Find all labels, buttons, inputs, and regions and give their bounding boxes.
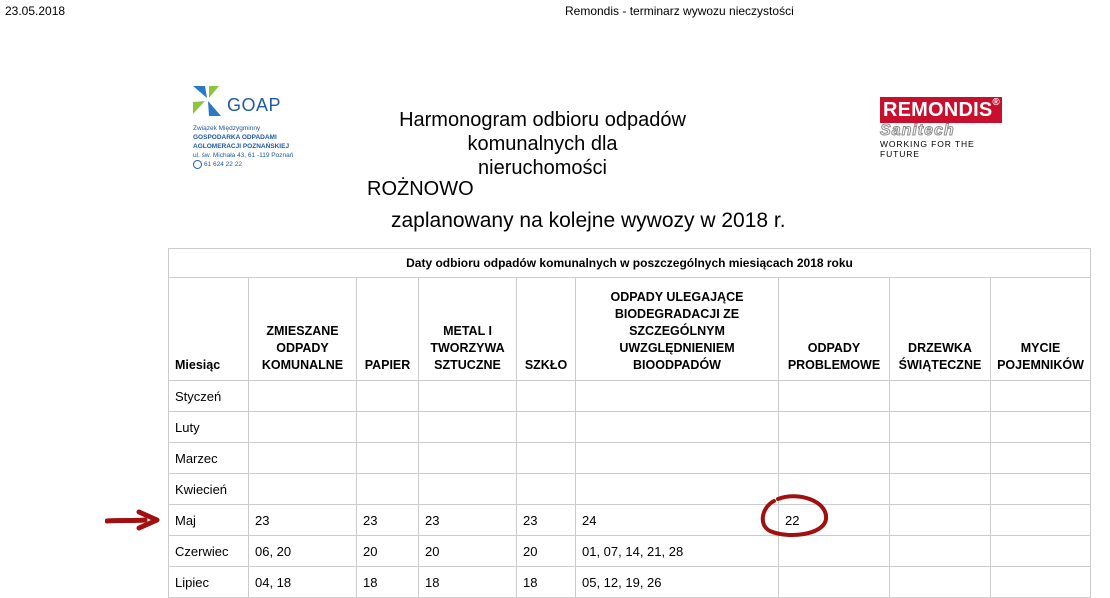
date-cell: 18 [517,567,576,598]
month-cell: Luty [169,412,249,443]
date-cell [890,474,991,505]
date-cell [991,443,1091,474]
date-cell [779,536,890,567]
column-header: ODPADY ULEGAJĄCE BIODEGRADACJI ZE SZCZEGÓLNYM UWZGLĘDNIENIEM BIOODPADÓW [576,278,779,381]
date-cell [890,536,991,567]
month-cell: Lipiec [169,567,249,598]
document-title-line-2: nieruchomości [478,157,607,179]
date-cell [576,443,779,474]
goap-logo [193,86,313,181]
date-cell [249,443,357,474]
date-cell [991,505,1091,536]
date-cell [890,567,991,598]
month-cell: Styczeń [169,381,249,412]
print-page-title: Remondis - terminarz wywozu nieczystości [565,4,794,18]
date-cell: 20 [357,536,419,567]
month-cell: Marzec [169,443,249,474]
date-cell [249,474,357,505]
remondis-logo [880,97,1002,159]
remondis-logo-box [880,97,1002,123]
date-cell: 23 [357,505,419,536]
date-cell [890,381,991,412]
print-date: 23.05.2018 [5,4,66,18]
date-cell [357,412,419,443]
goap-line: GOSPODARKA ODPADAMI [193,134,277,141]
table-row [169,381,1091,412]
date-cell [779,443,890,474]
goap-line: ul. św. Michała 43, 61 -119 Poznań [193,152,294,159]
date-cell [249,412,357,443]
schedule-table [168,248,1091,598]
month-cell: Czerwiec [169,536,249,567]
remondis-brand: REMONDIS [883,99,993,121]
date-cell [991,381,1091,412]
month-cell: Kwiecień [169,474,249,505]
column-header: SZKŁO [517,278,576,381]
date-cell [357,443,419,474]
date-cell [890,443,991,474]
column-header: PAPIER [357,278,419,381]
date-cell: 05, 12, 19, 26 [576,567,779,598]
date-cell [576,381,779,412]
date-cell [991,567,1091,598]
column-header: DRZEWKA ŚWIĄTECZNE [890,278,991,381]
document-title-line-1: Harmonogram odbioru odpadów komunalnych dla [399,109,686,155]
goap-phone-number: 61 624 22 22 [204,161,242,168]
goap-logo-wordmark: GOAP [227,95,282,115]
date-cell: 18 [419,567,517,598]
date-cell [357,381,419,412]
document-subtitle: zaplanowany na kolejne wywozy w 2018 r. [391,209,786,232]
date-cell [779,412,890,443]
date-cell [779,381,890,412]
date-cell [576,474,779,505]
date-cell [357,474,419,505]
date-cell [517,412,576,443]
column-header: METAL I TWORZYWA SZTUCZNE [419,278,517,381]
date-cell: 18 [357,567,419,598]
date-cell: 23 [517,505,576,536]
place-name: ROŻNOWO [367,178,474,200]
date-cell: 01, 07, 14, 21, 28 [576,536,779,567]
date-cell: 23 [249,505,357,536]
column-header: ODPADY PROBLEMOWE [779,278,890,381]
remondis-sanitech: Sanitech [880,122,955,139]
table-row [169,474,1091,505]
table-row [169,567,1091,598]
date-cell [517,474,576,505]
date-cell: 23 [419,505,517,536]
remondis-tagline: WORKING FOR THE FUTURE [880,139,975,159]
date-cell: 06, 20 [249,536,357,567]
table-row [169,536,1091,567]
table-row [169,505,1091,536]
date-cell [779,567,890,598]
date-cell [419,412,517,443]
date-cell [890,505,991,536]
date-cell: 20 [419,536,517,567]
goap-logo-mark-icon [193,86,227,118]
date-cell [991,536,1091,567]
highlight-circle-icon [758,493,830,539]
table-header-row [169,278,1091,381]
table-row [169,412,1091,443]
date-cell [517,443,576,474]
date-cell: 22 [779,505,890,536]
date-cell: 04, 18 [249,567,357,598]
registered-icon: ® [992,97,1000,108]
goap-line: AGLOMERACJI POZNAŃSKIEJ [193,143,290,150]
date-cell [991,474,1091,505]
date-cell [576,412,779,443]
goap-line: Związek Międzygminny [193,125,261,132]
date-cell: 24 [576,505,779,536]
column-header: ZMIESZANE ODPADY KOMUNALNE [249,278,357,381]
table-caption: Daty odbioru odpadów komunalnych w poszczególnych miesiącach 2018 roku [169,249,1091,278]
arrow-right-icon [105,508,161,532]
date-cell [419,381,517,412]
column-header: Miesiąc [169,278,249,381]
document-title [340,108,745,180]
date-cell [517,381,576,412]
date-cell [890,412,991,443]
table-row [169,443,1091,474]
goap-phone [193,160,293,169]
date-cell [991,412,1091,443]
date-cell [249,381,357,412]
date-cell: 20 [517,536,576,567]
goap-logo-text [193,124,293,169]
column-header: MYCIE POJEMNIKÓW [991,278,1091,381]
date-cell [419,443,517,474]
month-cell: Maj [169,505,249,536]
date-cell [419,474,517,505]
phone-icon [193,160,202,169]
